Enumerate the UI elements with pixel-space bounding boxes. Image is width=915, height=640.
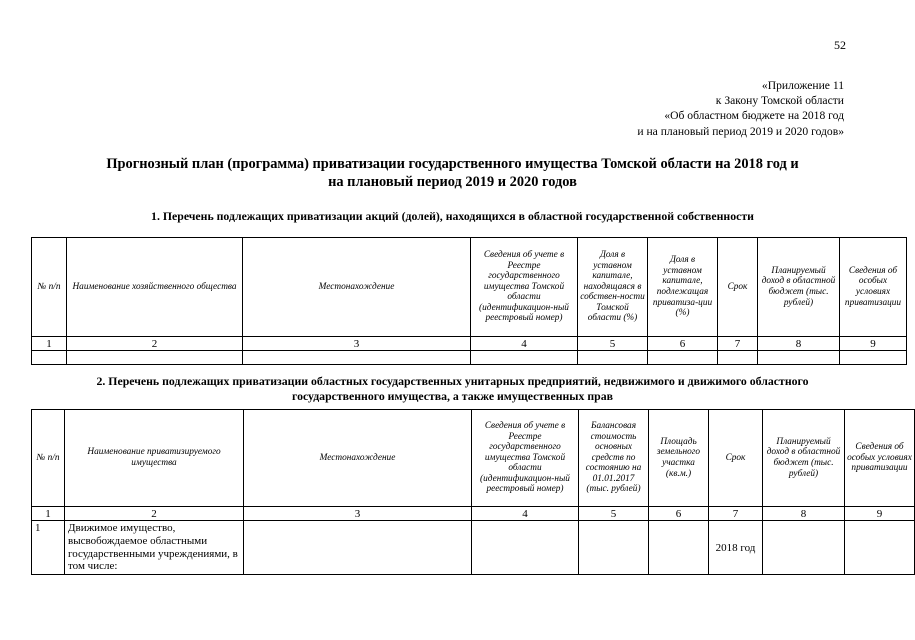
- appendix-reference: [637, 78, 844, 139]
- column-header: № п/п: [32, 410, 65, 507]
- column-header: Местонахождение: [244, 410, 472, 507]
- column-number: 1: [32, 507, 65, 521]
- column-number: 7: [709, 507, 763, 521]
- page-title-line: Прогнозный план (программа) приватизации государственного имущества Томской области на 2018 год и: [106, 156, 799, 172]
- column-header: Сведения об учете в Реестре государственного имущества Томской области (идентификацион-ный реестровый номер): [471, 238, 578, 337]
- column-number: 8: [763, 507, 845, 521]
- column-header: Доля в уставном капитале, находящаяся в собствен-ности Томской области (%): [578, 238, 648, 337]
- column-header: Наименование хозяйственного общества: [67, 238, 243, 337]
- column-number: 5: [578, 337, 648, 351]
- page-title: [40, 156, 865, 191]
- column-number: 2: [65, 507, 244, 521]
- column-header: Местонахождение: [243, 238, 471, 337]
- appendix-line: «Приложение 11: [761, 79, 844, 92]
- table-row: [32, 521, 915, 575]
- column-number: 3: [244, 507, 472, 521]
- column-number: 4: [472, 507, 579, 521]
- column-number: 4: [471, 337, 578, 351]
- property-name: Движимое имущество, высвобождаемое областными государственными учреждениями, в том числе:: [65, 521, 244, 575]
- column-header: Срок: [718, 238, 758, 337]
- appendix-line: к Закону Томской области: [715, 94, 844, 108]
- column-number-row: [32, 507, 915, 521]
- appendix-line: «Об областном бюджете на 2018 год: [664, 109, 844, 123]
- column-number-row: [32, 337, 907, 351]
- table-header-row: [32, 410, 915, 507]
- section-1-heading: 1. Перечень подлежащих приватизации акций (долей), находящихся в областной государственной собственности: [151, 209, 754, 223]
- column-number: 9: [840, 337, 907, 351]
- column-header: Планируемый доход в областной бюджет (тыс. рублей): [763, 410, 845, 507]
- page-title-line: на плановый период 2019 и 2020 годов: [328, 173, 577, 190]
- column-number: 7: [718, 337, 758, 351]
- column-number: 8: [758, 337, 840, 351]
- table-row-empty: [32, 351, 907, 365]
- column-number: 3: [243, 337, 471, 351]
- privatization-term: 2018 год: [709, 521, 763, 575]
- appendix-line: и на плановый период 2019 и 2020 годов»: [637, 124, 844, 138]
- column-header: Доля в уставном капитале, подлежащая приватиза-ции (%): [648, 238, 718, 337]
- row-number: 1: [32, 521, 65, 575]
- column-number: 2: [67, 337, 243, 351]
- column-header: Площадь земельного участка (кв.м.): [649, 410, 709, 507]
- column-header: Балансовая стоимость основных средств по состоянию на 01.01.2017 (тыс. рублей): [579, 410, 649, 507]
- column-header: Наименование приватизируемого имущества: [65, 410, 244, 507]
- column-header: Сведения об особых условиях приватизации: [840, 238, 907, 337]
- column-header: Сведения об особых условиях приватизации: [845, 410, 915, 507]
- section-2-heading: 2. Перечень подлежащих приватизации областных государственных унитарных предприятий, недвижимого и движимого областного государственного имущества, а также имущественных прав: [96, 374, 809, 403]
- column-header: Сведения об учете в Реестре государственного имущества Томской области (идентификацион-ный реестровый номер): [472, 410, 579, 507]
- column-number: 6: [649, 507, 709, 521]
- column-number: 1: [32, 337, 67, 351]
- column-header: № п/п: [32, 238, 67, 337]
- column-header: Планируемый доход в областной бюджет (тыс. рублей): [758, 238, 840, 337]
- column-number: 6: [648, 337, 718, 351]
- page-number: 52: [834, 38, 846, 52]
- column-number: 5: [579, 507, 649, 521]
- column-header: Срок: [709, 410, 763, 507]
- property-privatization-table: [31, 409, 915, 575]
- table-header-row: [32, 238, 907, 337]
- column-number: 9: [845, 507, 915, 521]
- shares-privatization-table: [31, 237, 907, 365]
